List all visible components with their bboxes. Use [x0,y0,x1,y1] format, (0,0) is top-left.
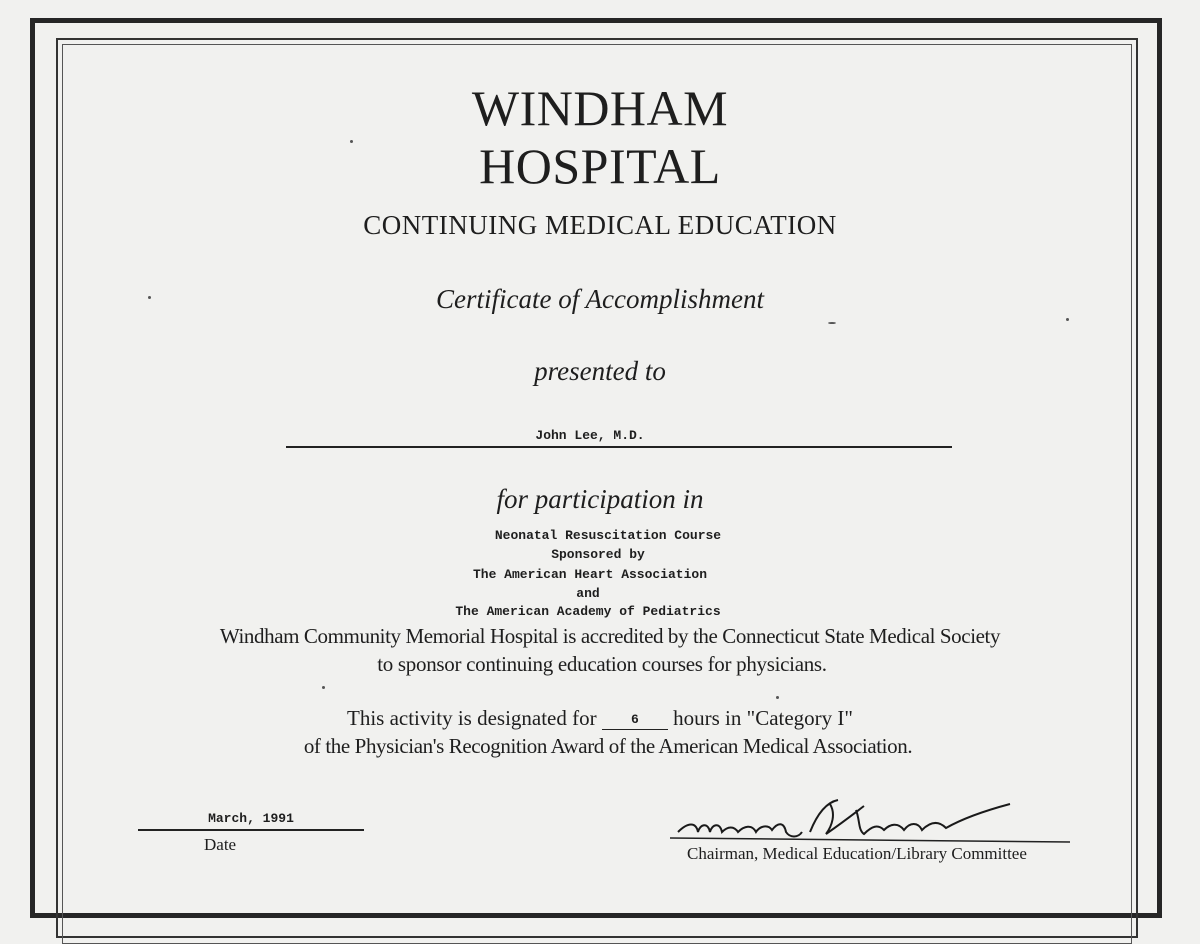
signatory-title: Chairman, Medical Education/Library Committee [687,844,1027,863]
date-value: March, 1991 [208,811,294,826]
accreditation-line-1: Windham Community Memorial Hospital is accredited by the Connecticut State Medical Society [219,624,1001,648]
hours-value: 6 [602,711,668,730]
recipient-name: John Lee, M.D. [535,428,645,443]
print-speck [1066,318,1069,321]
hospital-name-line2: HOSPITAL [479,138,721,194]
print-speck [148,296,151,299]
for-participation-label: for participation in [496,484,704,514]
date-line [138,829,364,831]
print-speck [828,322,836,324]
designation-line-2: of the Physician's Recognition Award of the American Medical Association. [303,734,913,758]
designation-line-1 [0,706,1200,731]
program-title: CONTINUING MEDICAL EDUCATION [363,210,837,240]
print-speck [322,686,325,689]
course-name: Neonatal Resuscitation Course [494,528,722,543]
sponsor-2: The American Academy of Pediatrics [455,604,721,619]
sponsor-1: The American Heart Association [472,567,708,582]
recipient-line [286,446,952,448]
accreditation-line-2: to sponsor continuing education courses for physicians. [377,652,827,676]
presented-to-label: presented to [534,356,666,386]
sponsored-by-label: Sponsored by [551,547,645,562]
certificate-title: Certificate of Accomplishment [436,284,764,314]
and-label: and [576,586,600,601]
hospital-name-line1: WINDHAM [471,80,729,136]
print-speck [776,696,779,699]
designation-suffix: hours in "Category I" [673,706,853,730]
signature [660,792,1080,852]
date-label: Date [204,835,237,854]
print-speck [350,140,353,143]
designation-prefix: This activity is designated for [347,706,597,730]
